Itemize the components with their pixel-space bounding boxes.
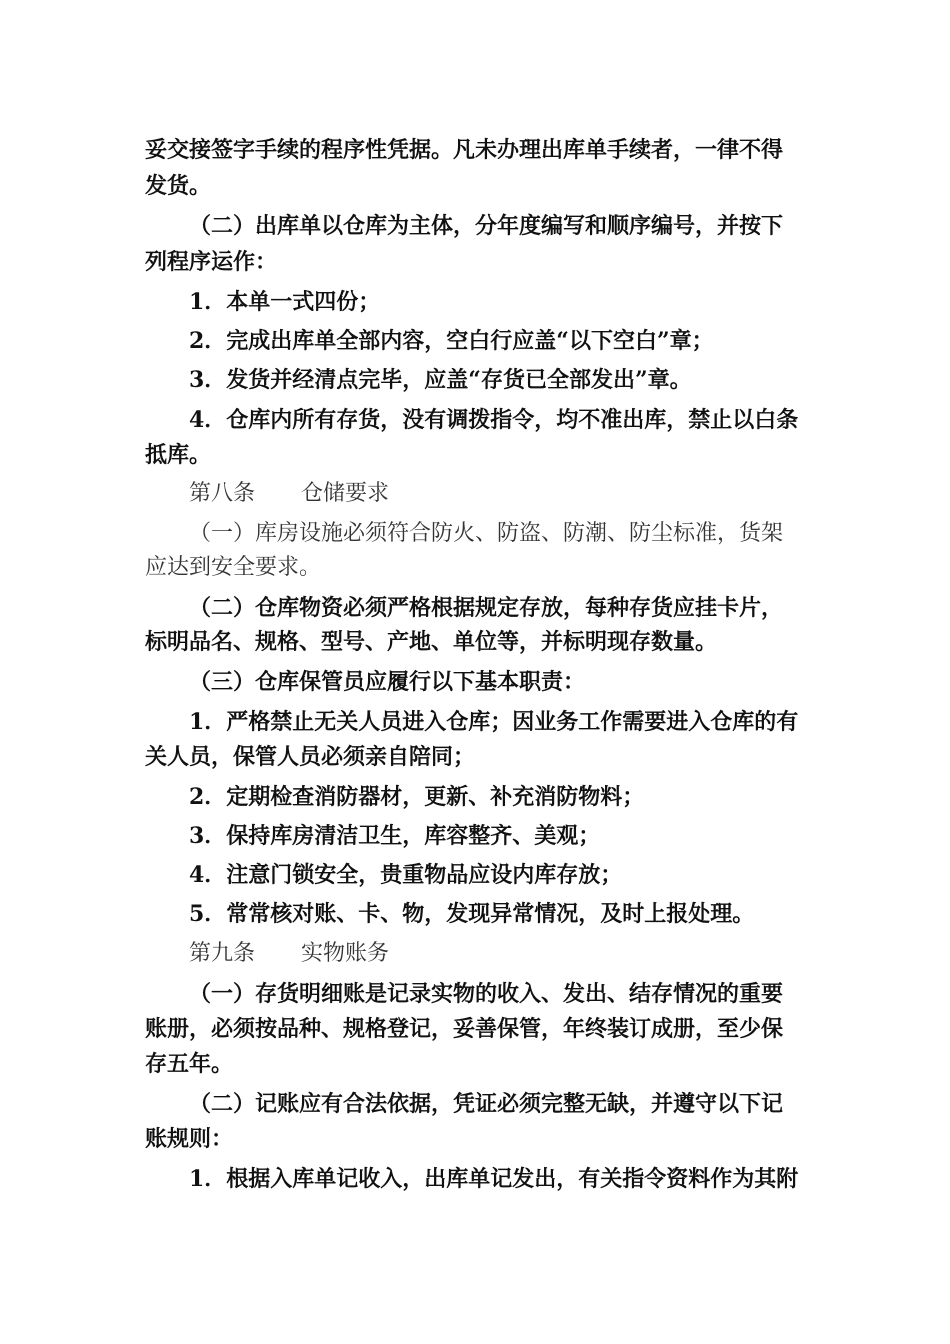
list-item: 1．严格禁止无关人员进入仓库；因业务工作需要进入仓库的有 — [189, 709, 799, 735]
list-item: 关人员，保管人员必须亲自陪同； — [145, 744, 476, 770]
list-item: 1．根据入库单记收入，出库单记发出，有关指令资料作为其附 — [189, 1166, 799, 1192]
list-item: 1．本单一式四份； — [189, 289, 381, 315]
paragraph-line: （二）出库单以仓库为主体，分年度编写和顺序编号，并按下 — [189, 213, 784, 239]
list-item: 4．仓库内所有存货，没有调拨指令，均不准出库，禁止以白条 — [189, 407, 799, 433]
article-heading — [189, 474, 859, 514]
list-item: 抵库。 — [145, 442, 212, 468]
article-number: 第九条 — [189, 941, 256, 966]
paragraph-line: （二）记账应有合法依据，凭证必须完整无缺，并遵守以下记 — [189, 1091, 784, 1117]
article-title: 实物账务 — [301, 941, 390, 966]
paragraph-line: 发货。 — [145, 173, 212, 199]
paragraph-line: （二）仓库物资必须严格根据规定存放，每种存货应挂卡片， — [189, 595, 784, 621]
list-item: 2．定期检查消防器材，更新、补充消防物料； — [189, 784, 645, 810]
list-item: 3．保持库房清洁卫生，库容整齐、美观； — [189, 823, 601, 849]
paragraph-line: 账规则： — [145, 1126, 234, 1152]
list-item: 5．常常核对账、卡、物，发现异常情况，及时上报处理。 — [189, 901, 755, 927]
paragraph-line: （一）存货明细账是记录实物的收入、发出、结存情况的重要 — [189, 981, 784, 1007]
article-heading — [189, 934, 859, 974]
article-number: 第八条 — [189, 481, 256, 506]
paragraph-line: （一）库房设施必须符合防火、防盗、防潮、防尘标准，货架 — [189, 521, 784, 546]
paragraph-line: 账册，必须按品种、规格登记，妥善保管，年终装订成册，至少保 — [145, 1016, 784, 1042]
paragraph-line: （三）仓库保管员应履行以下基本职责： — [189, 669, 586, 695]
paragraph-line: 妥交接签字手续的程序性凭据。凡未办理出库单手续者，一律不得 — [145, 137, 784, 163]
article-title: 仓储要求 — [301, 481, 390, 506]
list-item: 4．注意门锁安全，贵重物品应设内库存放； — [189, 862, 623, 888]
list-item: 3．发货并经清点完毕，应盖“存货已全部发出”章。 — [189, 367, 692, 393]
paragraph-line: 应达到安全要求。 — [145, 555, 322, 580]
paragraph-line: 列程序运作： — [145, 249, 278, 275]
paragraph-line: 标明品名、规格、型号、产地、单位等，并标明现存数量。 — [145, 629, 718, 655]
list-item: 2．完成出库单全部内容，空白行应盖“以下空白”章； — [189, 328, 714, 354]
paragraph-line: 存五年。 — [145, 1051, 234, 1077]
